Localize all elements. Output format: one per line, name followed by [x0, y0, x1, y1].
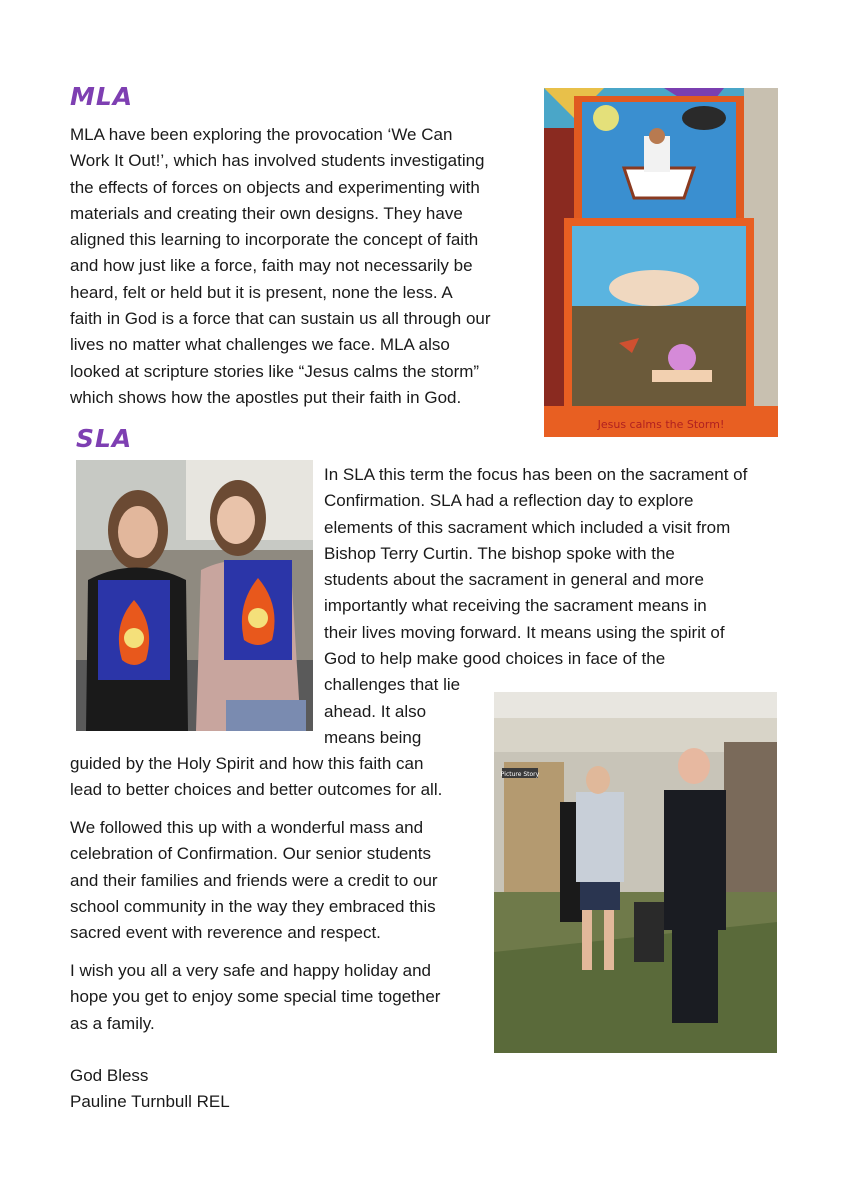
diorama-photo: [544, 88, 778, 437]
sla-heading: SLA: [76, 424, 133, 453]
signoff: [70, 1063, 230, 1116]
text-line: Bishop Terry Curtin. The bishop spoke with the: [324, 543, 675, 563]
text-line: I wish you all a very safe and happy holiday and: [70, 961, 432, 980]
text-line: In SLA this term the focus has been on the sacrament of: [324, 465, 748, 484]
mass-paragraph: [70, 815, 438, 946]
bishop-photo: [494, 692, 777, 1053]
text-line: as a family.: [70, 1013, 155, 1033]
text-line: elements of this sacrament which included a visit from: [324, 517, 731, 537]
text-line: heard, felt or held but it is present, none the less. A: [70, 282, 453, 302]
sla-paragraph-continued: [70, 751, 442, 804]
library-sign: Picture Story: [500, 771, 540, 778]
text-line: their lives moving forward. It means using the spirit of: [324, 622, 725, 642]
text-line: and how just like a force, faith may not necessarily be: [70, 256, 473, 276]
text-line: means being: [324, 727, 422, 747]
text-line: MLA have been exploring the provocation ‘We Can: [70, 125, 453, 144]
text-line: God to help make good choices in face of the: [324, 649, 666, 669]
text-line: sacred event with reverence and respect.: [70, 923, 381, 943]
signature-line: Pauline Turnbull REL: [70, 1092, 230, 1112]
text-line: celebration of Confirmation. Our senior students: [70, 844, 431, 864]
text-line: We followed this up with a wonderful mass and: [70, 818, 424, 837]
diorama-caption: Jesus calms the Storm!: [597, 418, 725, 431]
text-line: the effects of forces on objects and experimenting with: [70, 177, 480, 197]
signoff-line: God Bless: [70, 1066, 149, 1085]
text-line: school community in the way they embraced this: [70, 896, 436, 916]
text-line: hope you get to enjoy some special time together: [70, 987, 441, 1007]
text-line: importantly what receiving the sacrament means in: [324, 596, 707, 616]
text-line: students about the sacrament in general and more: [324, 570, 704, 590]
mla-paragraph: [70, 122, 491, 411]
text-line: looked at scripture stories like “Jesus calms the storm”: [70, 361, 480, 381]
text-line: which shows how the apostles put their faith in God.: [70, 387, 462, 407]
text-line: faith in God is a force that can sustain us all through our: [70, 309, 491, 329]
students-photo: [76, 460, 313, 731]
text-line: and their families and friends were a credit to our: [70, 870, 438, 890]
holiday-paragraph: [70, 958, 440, 1037]
text-line: aligned this learning to incorporate the concept of faith: [70, 230, 479, 250]
text-line: materials and creating their own designs. They have: [70, 203, 463, 223]
text-line: lead to better choices and better outcomes for all.: [70, 780, 443, 800]
text-line: challenges that lie: [324, 675, 461, 695]
text-line: Work It Out!’, which has involved students investigating: [70, 151, 485, 171]
text-line: guided by the Holy Spirit and how this faith can: [70, 754, 424, 773]
mla-heading: MLA: [70, 82, 134, 111]
text-line: ahead. It also: [324, 701, 427, 721]
text-line: Confirmation. SLA had a reflection day to explore: [324, 491, 694, 511]
text-line: lives no matter what challenges we face. MLA also: [70, 335, 450, 355]
